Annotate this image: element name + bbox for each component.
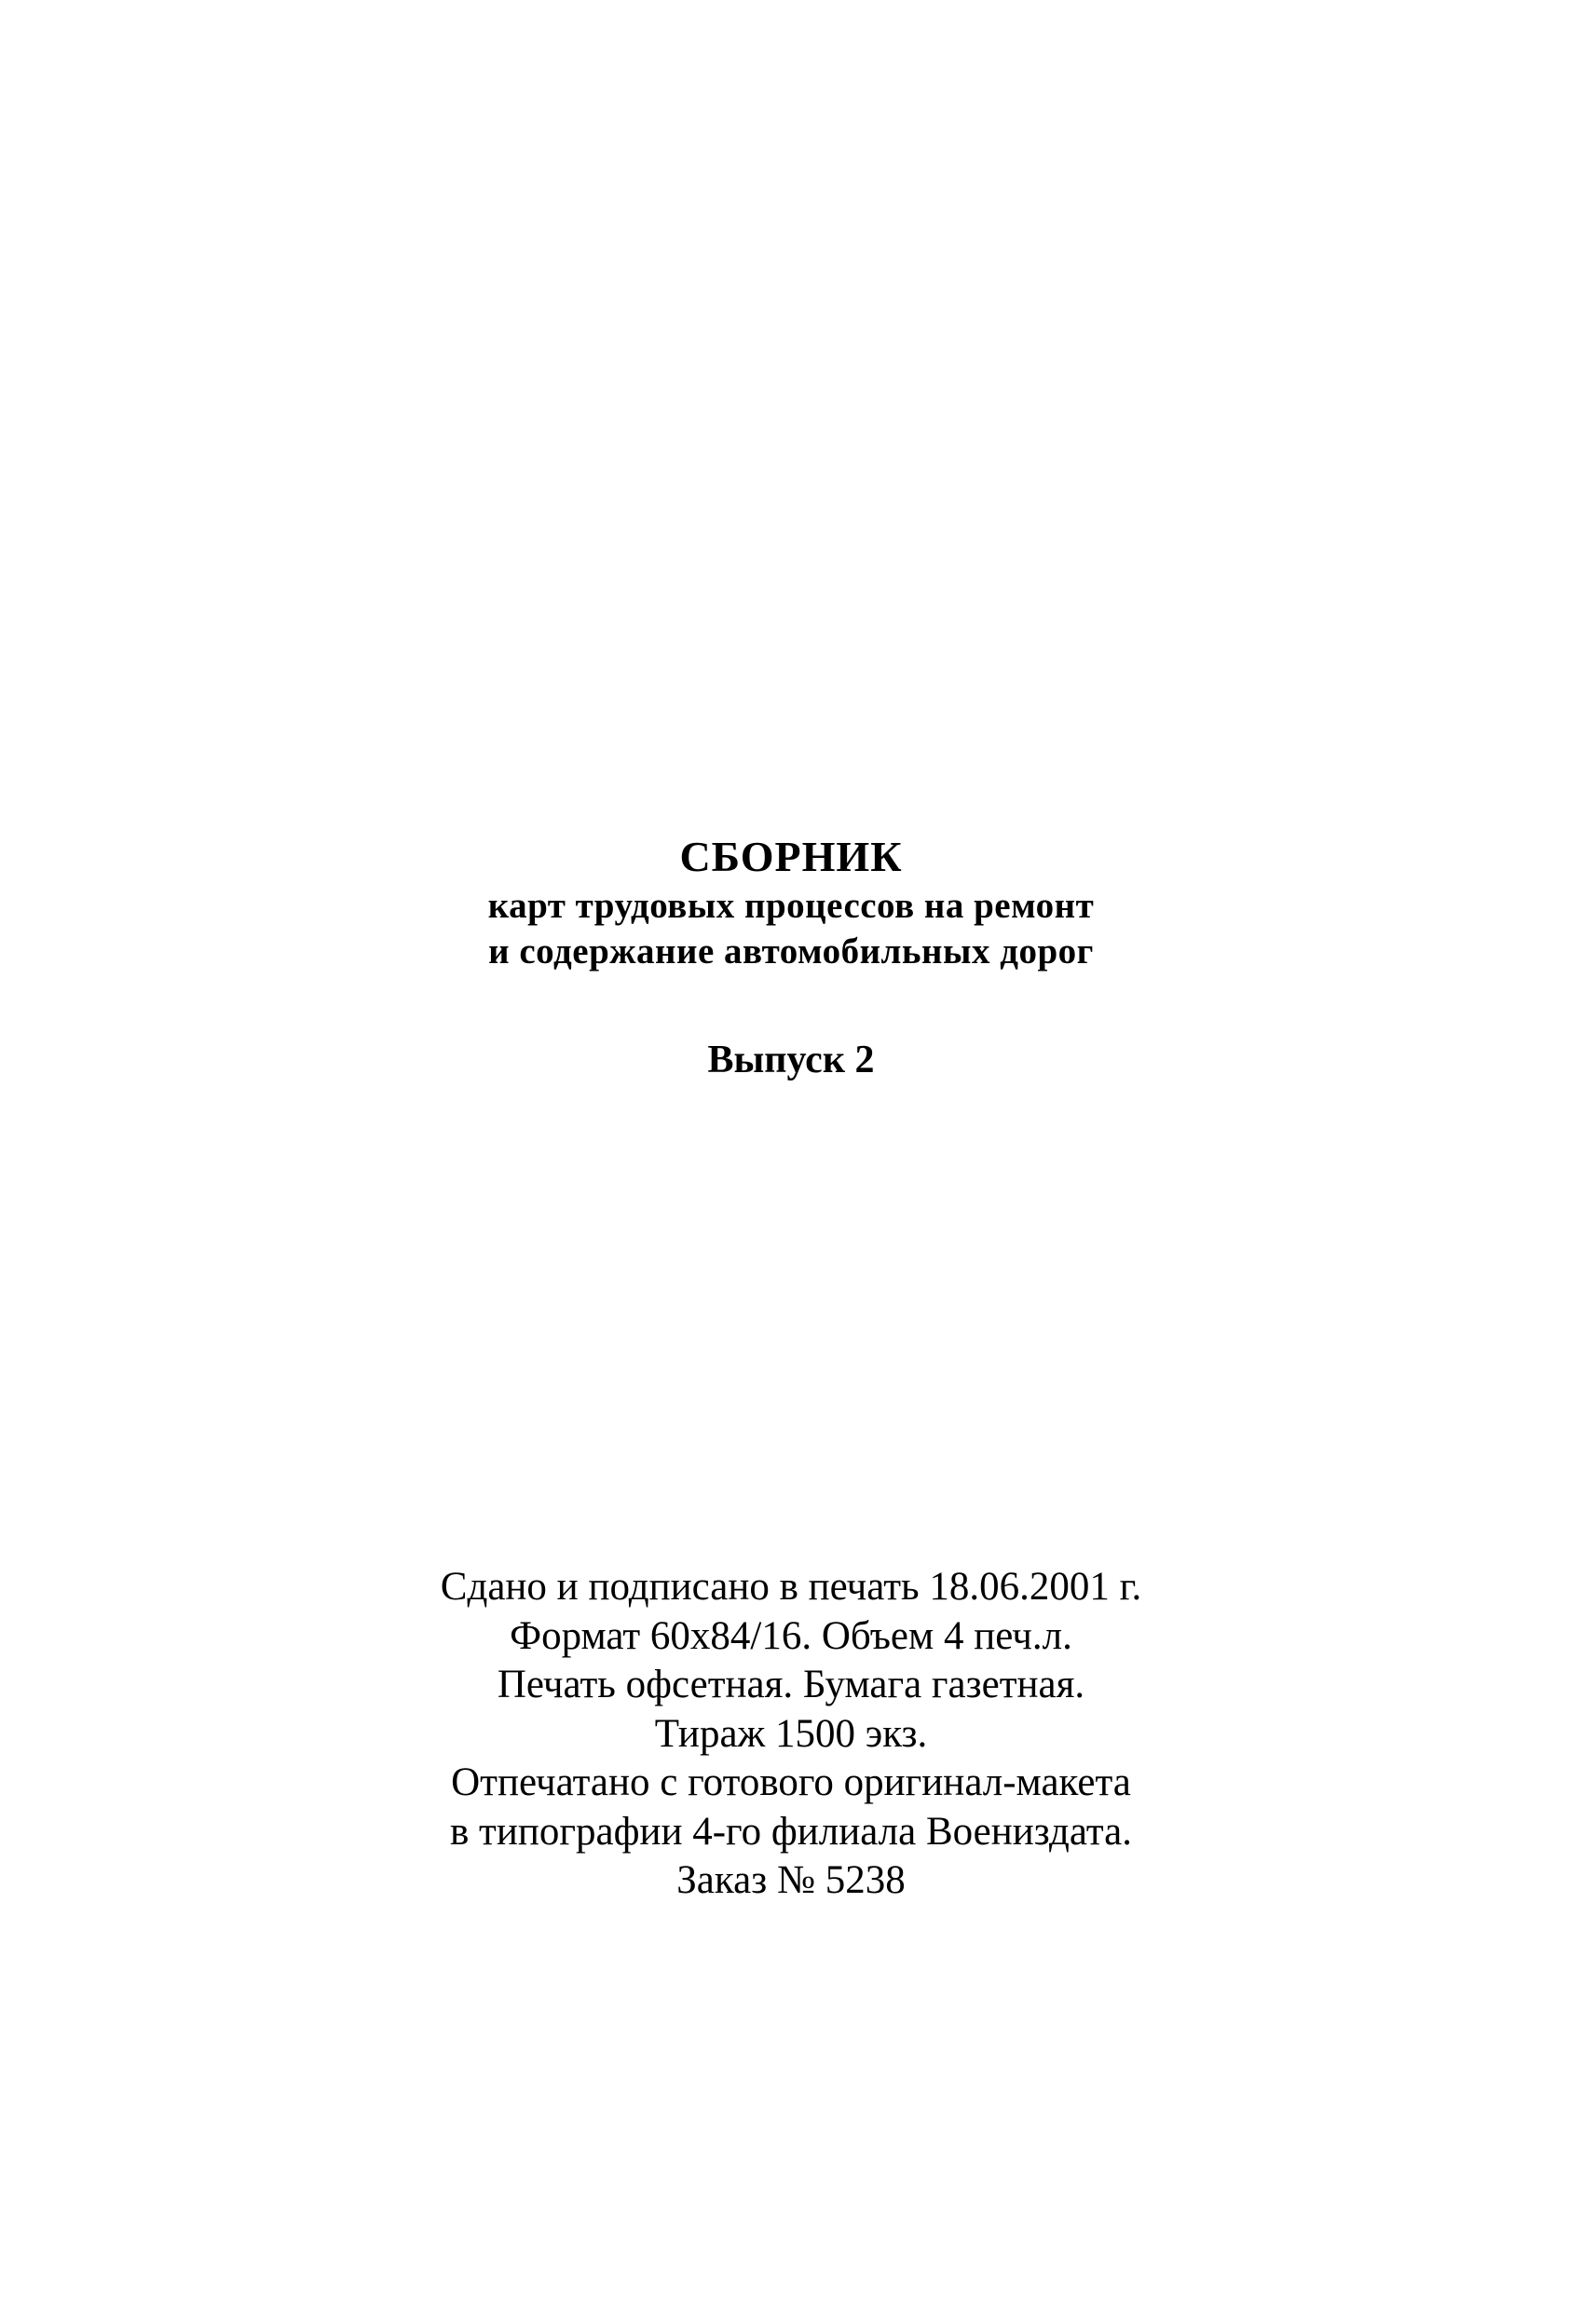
title-block <box>0 831 1582 974</box>
imprint-line-format: Формат 60x84/16. Объем 4 печ.л. <box>510 1613 1072 1658</box>
issue-number: Выпуск 2 <box>707 1039 875 1081</box>
imprint-block <box>0 1563 1582 1906</box>
imprint-line-signed: Сдано и подписано в печать 18.06.2001 г. <box>440 1565 1142 1609</box>
imprint-line-printing-house: в типографии 4-го филиала Воениздата. <box>450 1809 1132 1854</box>
document-title: СБОРНИК <box>679 833 903 880</box>
imprint-line-order: Заказ № 5238 <box>676 1858 906 1902</box>
document-subtitle-line-1: карт трудовых процессов на ремонт <box>487 886 1095 926</box>
imprint-line-print-type: Печать офсетная. Бумага газетная. <box>497 1663 1085 1706</box>
document-subtitle-line-2: и содержание автомобильных дорог <box>488 931 1094 972</box>
imprint-line-printed-from: Отпечатано с готового оригинал-макета <box>451 1760 1131 1804</box>
imprint-line-circulation: Тираж 1500 экз. <box>654 1711 928 1756</box>
